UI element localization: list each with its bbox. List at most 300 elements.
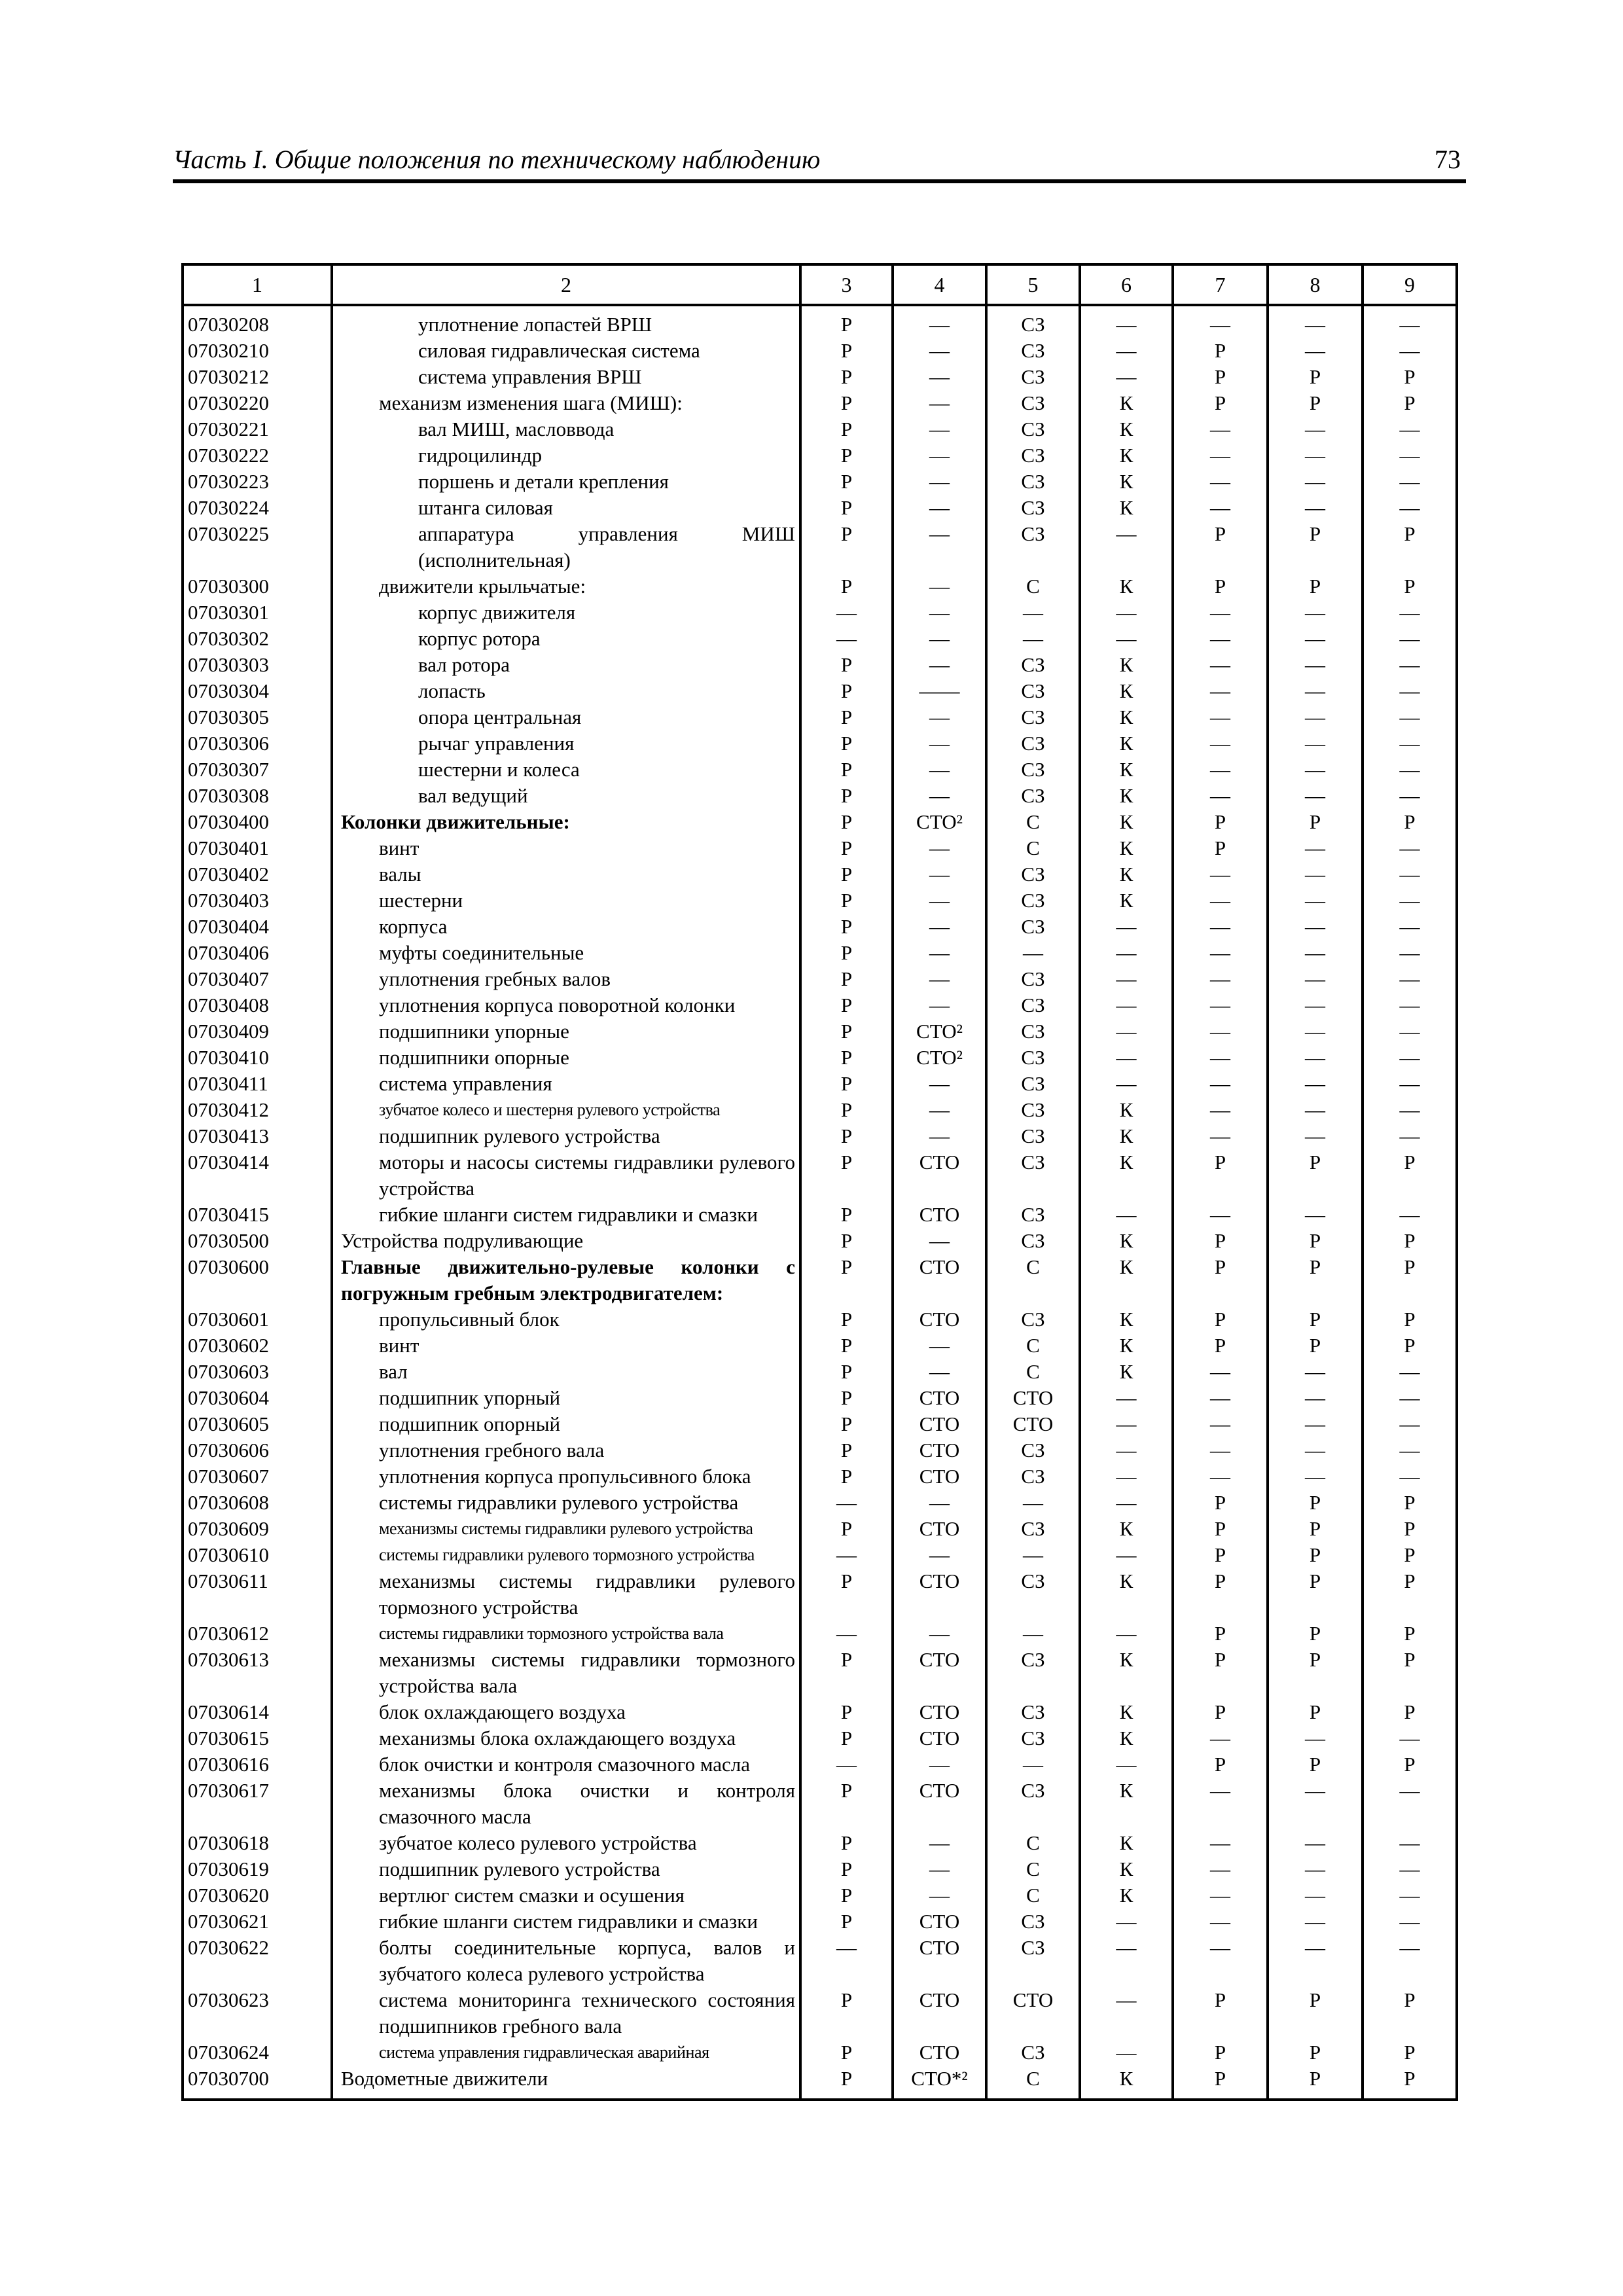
row-name: зубчатое колесо рулевого устройства (332, 1830, 800, 1856)
table-row (183, 835, 1457, 861)
row-mark-c3: Р (800, 1359, 893, 1385)
row-mark-c4: — (893, 1542, 986, 1568)
row-mark-c6: — (1080, 1987, 1173, 2039)
row-name: система управления ВРШ (332, 364, 800, 390)
row-mark-c8: — (1268, 1097, 1363, 1123)
row-name: система управления гидравлическая аварийная (332, 2039, 800, 2066)
table-row (183, 861, 1457, 888)
row-name: подшипник упорный (332, 1385, 800, 1411)
row-mark-c4: — (893, 966, 986, 992)
row-mark-c5: С (986, 1856, 1080, 1882)
row-mark-c9: Р (1363, 1254, 1457, 1306)
row-mark-c6: — (1080, 914, 1173, 940)
row-mark-c7: — (1173, 1045, 1268, 1071)
row-mark-c7: Р (1173, 1542, 1268, 1568)
table-row (183, 1228, 1457, 1254)
row-mark-c6: К (1080, 1830, 1173, 1856)
row-mark-c5: С (986, 1882, 1080, 1909)
row-mark-c3: Р (800, 1018, 893, 1045)
row-mark-c5: СЗ (986, 966, 1080, 992)
column-header: 7 (1173, 264, 1268, 305)
row-mark-c5: СЗ (986, 1097, 1080, 1123)
row-mark-c8: Р (1268, 2066, 1363, 2100)
row-mark-c3: Р (800, 783, 893, 809)
row-code: 07030406 (183, 940, 332, 966)
row-mark-c9: — (1363, 442, 1457, 469)
row-name: механизмы системы гидравлики тормозного устройства вала (332, 1647, 800, 1699)
row-code: 07030404 (183, 914, 332, 940)
table-row (183, 521, 1457, 573)
row-mark-c5: СЗ (986, 1909, 1080, 1935)
row-mark-c9: — (1363, 1856, 1457, 1882)
row-code: 07030210 (183, 338, 332, 364)
row-code: 07030410 (183, 1045, 332, 1071)
row-code: 07030403 (183, 888, 332, 914)
row-mark-c6: — (1080, 1490, 1173, 1516)
row-mark-c3: Р (800, 966, 893, 992)
row-mark-c9: — (1363, 1935, 1457, 1987)
row-mark-c9: — (1363, 1725, 1457, 1751)
row-mark-c9: Р (1363, 1228, 1457, 1254)
row-mark-c3: Р (800, 1647, 893, 1699)
row-mark-c3: Р (800, 1909, 893, 1935)
row-name: шестерни и колеса (332, 757, 800, 783)
row-mark-c6: — (1080, 1909, 1173, 1935)
row-mark-c9: — (1363, 1882, 1457, 1909)
row-mark-c3: — (800, 1751, 893, 1778)
row-mark-c4: — (893, 1830, 986, 1856)
row-mark-c6: — (1080, 1045, 1173, 1071)
row-mark-c9: — (1363, 704, 1457, 730)
table-row (183, 1909, 1457, 1935)
row-code: 07030212 (183, 364, 332, 390)
row-mark-c6: — (1080, 338, 1173, 364)
row-mark-c8: — (1268, 1202, 1363, 1228)
row-code: 07030700 (183, 2066, 332, 2100)
row-mark-c3: — (800, 626, 893, 652)
row-mark-c7: — (1173, 1385, 1268, 1411)
row-mark-c8: — (1268, 600, 1363, 626)
row-name: блок охлаждающего воздуха (332, 1699, 800, 1725)
table-row (183, 1411, 1457, 1437)
column-header: 4 (893, 264, 986, 305)
table-row (183, 1621, 1457, 1647)
table-row (183, 1647, 1457, 1699)
row-code: 07030306 (183, 730, 332, 757)
row-mark-c8: — (1268, 416, 1363, 442)
table-row (183, 1542, 1457, 1568)
table-row (183, 1935, 1457, 1987)
row-mark-c4: СТО² (893, 809, 986, 835)
row-mark-c9: — (1363, 626, 1457, 652)
row-mark-c6: К (1080, 1097, 1173, 1123)
page-header (173, 137, 1466, 183)
row-name: гибкие шланги систем гидравлики и смазки (332, 1202, 800, 1228)
row-mark-c7: — (1173, 626, 1268, 652)
row-mark-c6: К (1080, 469, 1173, 495)
row-mark-c9: — (1363, 1359, 1457, 1385)
row-name: Водометные движители (332, 2066, 800, 2100)
row-code: 07030613 (183, 1647, 332, 1699)
row-name: корпус ротора (332, 626, 800, 652)
row-mark-c7: — (1173, 1463, 1268, 1490)
row-mark-c6: К (1080, 390, 1173, 416)
row-mark-c8: — (1268, 652, 1363, 678)
table-row (183, 1018, 1457, 1045)
row-mark-c8: Р (1268, 1987, 1363, 2039)
row-mark-c7: Р (1173, 1647, 1268, 1699)
table-row (183, 652, 1457, 678)
row-mark-c8: — (1268, 940, 1363, 966)
row-mark-c4: СТО (893, 1437, 986, 1463)
row-mark-c6: К (1080, 416, 1173, 442)
row-mark-c3: Р (800, 861, 893, 888)
row-mark-c6: — (1080, 1935, 1173, 1987)
row-mark-c3: — (800, 1542, 893, 1568)
row-mark-c7: — (1173, 652, 1268, 678)
row-mark-c4: СТО (893, 1254, 986, 1306)
table-row (183, 2039, 1457, 2066)
row-code: 07030300 (183, 573, 332, 600)
row-mark-c4: СТО (893, 1987, 986, 2039)
row-mark-c5: СЗ (986, 1437, 1080, 1463)
row-mark-c5: СЗ (986, 390, 1080, 416)
row-mark-c6: — (1080, 1411, 1173, 1437)
row-mark-c7: — (1173, 1882, 1268, 1909)
row-mark-c3: Р (800, 730, 893, 757)
row-mark-c3: — (800, 600, 893, 626)
row-mark-c4: — (893, 757, 986, 783)
row-mark-c8: Р (1268, 1621, 1363, 1647)
row-mark-c5: СЗ (986, 364, 1080, 390)
column-header: 2 (332, 264, 800, 305)
row-mark-c7: — (1173, 1437, 1268, 1463)
page-number: 73 (1435, 145, 1461, 174)
table-row (183, 495, 1457, 521)
table-row (183, 1385, 1457, 1411)
row-mark-c8: — (1268, 1045, 1363, 1071)
row-mark-c5: СЗ (986, 1647, 1080, 1699)
row-mark-c3: Р (800, 469, 893, 495)
row-mark-c3: Р (800, 1149, 893, 1202)
row-mark-c4: — (893, 1071, 986, 1097)
row-mark-c6: К (1080, 495, 1173, 521)
table-row (183, 940, 1457, 966)
row-mark-c7: Р (1173, 338, 1268, 364)
row-mark-c8: Р (1268, 1228, 1363, 1254)
row-mark-c3: Р (800, 573, 893, 600)
row-mark-c5: СЗ (986, 469, 1080, 495)
row-mark-c7: Р (1173, 1987, 1268, 2039)
row-mark-c5: СЗ (986, 914, 1080, 940)
row-mark-c6: К (1080, 861, 1173, 888)
row-mark-c9: — (1363, 1385, 1457, 1411)
row-code: 07030604 (183, 1385, 332, 1411)
row-mark-c3: Р (800, 678, 893, 704)
row-code: 07030224 (183, 495, 332, 521)
row-name: подшипник рулевого устройства (332, 1123, 800, 1149)
row-code: 07030600 (183, 1254, 332, 1306)
row-code: 07030624 (183, 2039, 332, 2066)
row-name: вал (332, 1359, 800, 1385)
row-code: 07030303 (183, 652, 332, 678)
row-mark-c5: СЗ (986, 416, 1080, 442)
row-mark-c9: — (1363, 469, 1457, 495)
row-mark-c6: — (1080, 966, 1173, 992)
row-mark-c5: С (986, 573, 1080, 600)
running-title: Часть I. Общие положения по техническому наблюдению (173, 145, 821, 174)
row-mark-c7: Р (1173, 1228, 1268, 1254)
row-mark-c9: — (1363, 861, 1457, 888)
row-mark-c9: Р (1363, 2066, 1457, 2100)
row-mark-c9: Р (1363, 1699, 1457, 1725)
row-mark-c6: К (1080, 1149, 1173, 1202)
row-mark-c3: Р (800, 1071, 893, 1097)
row-mark-c6: — (1080, 940, 1173, 966)
row-mark-c5: — (986, 1751, 1080, 1778)
row-mark-c7: Р (1173, 1568, 1268, 1621)
row-mark-c4: — (893, 626, 986, 652)
table-row (183, 1149, 1457, 1202)
row-name: системы гидравлики рулевого тормозного устройства (332, 1542, 800, 1568)
row-mark-c3: Р (800, 940, 893, 966)
row-mark-c9: — (1363, 338, 1457, 364)
row-mark-c8: — (1268, 1882, 1363, 1909)
row-code: 07030301 (183, 600, 332, 626)
table-row (183, 730, 1457, 757)
row-name: корпус движителя (332, 600, 800, 626)
row-mark-c4: СТО (893, 1463, 986, 1490)
row-mark-c5: СЗ (986, 783, 1080, 809)
row-mark-c3: Р (800, 1725, 893, 1751)
row-mark-c6: — (1080, 521, 1173, 573)
row-mark-c5: СЗ (986, 305, 1080, 338)
row-mark-c8: — (1268, 888, 1363, 914)
row-name: лопасть (332, 678, 800, 704)
row-mark-c5: СТО (986, 1987, 1080, 2039)
row-mark-c7: Р (1173, 1621, 1268, 1647)
row-name: болты соединительные корпуса, валов и зубчатого колеса рулевого устройства (332, 1935, 800, 1987)
row-mark-c3: Р (800, 1228, 893, 1254)
row-mark-c3: Р (800, 1097, 893, 1123)
row-mark-c6: — (1080, 992, 1173, 1018)
row-code: 07030607 (183, 1463, 332, 1490)
table-row (183, 1071, 1457, 1097)
table-row (183, 1463, 1457, 1490)
row-code: 07030615 (183, 1725, 332, 1751)
row-mark-c9: Р (1363, 1516, 1457, 1542)
row-mark-c4: — (893, 495, 986, 521)
row-mark-c8: — (1268, 966, 1363, 992)
row-mark-c6: К (1080, 1228, 1173, 1254)
row-mark-c7: — (1173, 495, 1268, 521)
table-row (183, 678, 1457, 704)
row-mark-c7: — (1173, 1411, 1268, 1437)
row-mark-c5: СЗ (986, 1149, 1080, 1202)
table-row (183, 757, 1457, 783)
row-mark-c6: К (1080, 1516, 1173, 1542)
row-mark-c7: Р (1173, 1751, 1268, 1778)
row-mark-c9: Р (1363, 1149, 1457, 1202)
row-code: 07030605 (183, 1411, 332, 1437)
row-mark-c8: Р (1268, 1306, 1363, 1333)
row-name: уплотнения корпуса пропульсивного блока (332, 1463, 800, 1490)
row-mark-c9: Р (1363, 2039, 1457, 2066)
row-mark-c4: СТО (893, 1385, 986, 1411)
row-mark-c4: СТО (893, 1647, 986, 1699)
row-name: подшипники упорные (332, 1018, 800, 1045)
row-name: система управления (332, 1071, 800, 1097)
row-mark-c7: — (1173, 600, 1268, 626)
row-mark-c4: — (893, 338, 986, 364)
row-code: 07030411 (183, 1071, 332, 1097)
row-mark-c6: — (1080, 1437, 1173, 1463)
row-mark-c4: — (893, 1359, 986, 1385)
row-mark-c5: С (986, 809, 1080, 835)
row-mark-c9: — (1363, 1123, 1457, 1149)
row-mark-c4: — (893, 861, 986, 888)
row-mark-c7: Р (1173, 390, 1268, 416)
row-mark-c3: Р (800, 495, 893, 521)
table-row (183, 783, 1457, 809)
table-row (183, 1987, 1457, 2039)
row-code: 07030623 (183, 1987, 332, 2039)
row-mark-c7: — (1173, 940, 1268, 966)
row-code: 07030220 (183, 390, 332, 416)
row-mark-c5: СЗ (986, 1725, 1080, 1751)
row-mark-c7: — (1173, 783, 1268, 809)
table-row (183, 573, 1457, 600)
row-name: опора центральная (332, 704, 800, 730)
row-mark-c5: СЗ (986, 1516, 1080, 1542)
row-mark-c9: Р (1363, 1987, 1457, 2039)
row-code: 07030412 (183, 1097, 332, 1123)
row-mark-c9: — (1363, 678, 1457, 704)
row-mark-c6: К (1080, 1306, 1173, 1333)
row-code: 07030601 (183, 1306, 332, 1333)
row-mark-c8: Р (1268, 1149, 1363, 1202)
row-mark-c9: — (1363, 1778, 1457, 1830)
row-mark-c7: — (1173, 730, 1268, 757)
row-mark-c3: — (800, 1621, 893, 1647)
row-mark-c6: К (1080, 1123, 1173, 1149)
row-mark-c8: — (1268, 783, 1363, 809)
table-row (183, 600, 1457, 626)
row-mark-c5: СЗ (986, 757, 1080, 783)
row-name: подшипники опорные (332, 1045, 800, 1071)
row-mark-c3: Р (800, 364, 893, 390)
row-mark-c5: С (986, 835, 1080, 861)
row-name: движители крыльчатые: (332, 573, 800, 600)
row-mark-c3: Р (800, 1254, 893, 1306)
row-code: 07030500 (183, 1228, 332, 1254)
row-code: 07030400 (183, 809, 332, 835)
row-code: 07030401 (183, 835, 332, 861)
row-mark-c4: — (893, 888, 986, 914)
row-mark-c4: СТО (893, 1149, 986, 1202)
row-mark-c9: — (1363, 1437, 1457, 1463)
table-row (183, 1306, 1457, 1333)
row-mark-c6: — (1080, 1542, 1173, 1568)
table-row (183, 704, 1457, 730)
row-mark-c5: СЗ (986, 1202, 1080, 1228)
row-mark-c8: — (1268, 757, 1363, 783)
table-row (183, 809, 1457, 835)
row-mark-c3: Р (800, 1568, 893, 1621)
row-mark-c7: — (1173, 704, 1268, 730)
row-code: 07030616 (183, 1751, 332, 1778)
row-mark-c4: — (893, 730, 986, 757)
table-row (183, 1437, 1457, 1463)
row-mark-c6: — (1080, 305, 1173, 338)
row-mark-c7: — (1173, 1071, 1268, 1097)
row-mark-c4: — (893, 1097, 986, 1123)
row-mark-c8: — (1268, 1123, 1363, 1149)
row-mark-c5: — (986, 600, 1080, 626)
row-code: 07030409 (183, 1018, 332, 1045)
row-mark-c3: Р (800, 1987, 893, 2039)
table-body (183, 305, 1457, 2100)
row-mark-c6: К (1080, 1568, 1173, 1621)
row-mark-c4: — (893, 442, 986, 469)
row-mark-c7: Р (1173, 2066, 1268, 2100)
row-mark-c4: СТО² (893, 1045, 986, 1071)
row-mark-c7: Р (1173, 1516, 1268, 1542)
row-mark-c5: СЗ (986, 1306, 1080, 1333)
row-mark-c4: СТО*² (893, 2066, 986, 2100)
row-mark-c3: Р (800, 305, 893, 338)
row-mark-c6: К (1080, 1254, 1173, 1306)
row-code: 07030602 (183, 1333, 332, 1359)
row-name: уплотнения гребного вала (332, 1437, 800, 1463)
row-mark-c9: Р (1363, 521, 1457, 573)
row-mark-c4: — (893, 704, 986, 730)
row-mark-c4: СТО (893, 1699, 986, 1725)
row-mark-c5: С (986, 2066, 1080, 2100)
table-row (183, 1751, 1457, 1778)
row-name: механизмы системы гидравлики рулевого тормозного устройства (332, 1568, 800, 1621)
column-header: 8 (1268, 264, 1363, 305)
row-mark-c5: СЗ (986, 1778, 1080, 1830)
row-mark-c3: Р (800, 1333, 893, 1359)
row-mark-c3: Р (800, 704, 893, 730)
row-name: Устройства подруливающие (332, 1228, 800, 1254)
row-mark-c8: Р (1268, 1542, 1363, 1568)
row-mark-c5: СЗ (986, 1699, 1080, 1725)
row-mark-c5: СЗ (986, 521, 1080, 573)
column-header: 9 (1363, 264, 1457, 305)
row-mark-c5: — (986, 1621, 1080, 1647)
row-mark-c4: — (893, 521, 986, 573)
row-mark-c4: — (893, 992, 986, 1018)
row-mark-c7: Р (1173, 835, 1268, 861)
row-code: 07030307 (183, 757, 332, 783)
row-mark-c4: СТО (893, 1909, 986, 1935)
row-mark-c8: Р (1268, 1516, 1363, 1542)
row-mark-c3: — (800, 1935, 893, 1987)
row-mark-c7: — (1173, 1359, 1268, 1385)
row-mark-c8: Р (1268, 1647, 1363, 1699)
table-row (183, 364, 1457, 390)
table-row (183, 888, 1457, 914)
row-mark-c4: СТО (893, 1568, 986, 1621)
row-mark-c8: Р (1268, 1751, 1363, 1778)
table-row (183, 1123, 1457, 1149)
row-mark-c3: Р (800, 1306, 893, 1333)
row-mark-c5: СЗ (986, 1228, 1080, 1254)
row-mark-c4: — (893, 390, 986, 416)
row-name: гибкие шланги систем гидравлики и смазки (332, 1909, 800, 1935)
